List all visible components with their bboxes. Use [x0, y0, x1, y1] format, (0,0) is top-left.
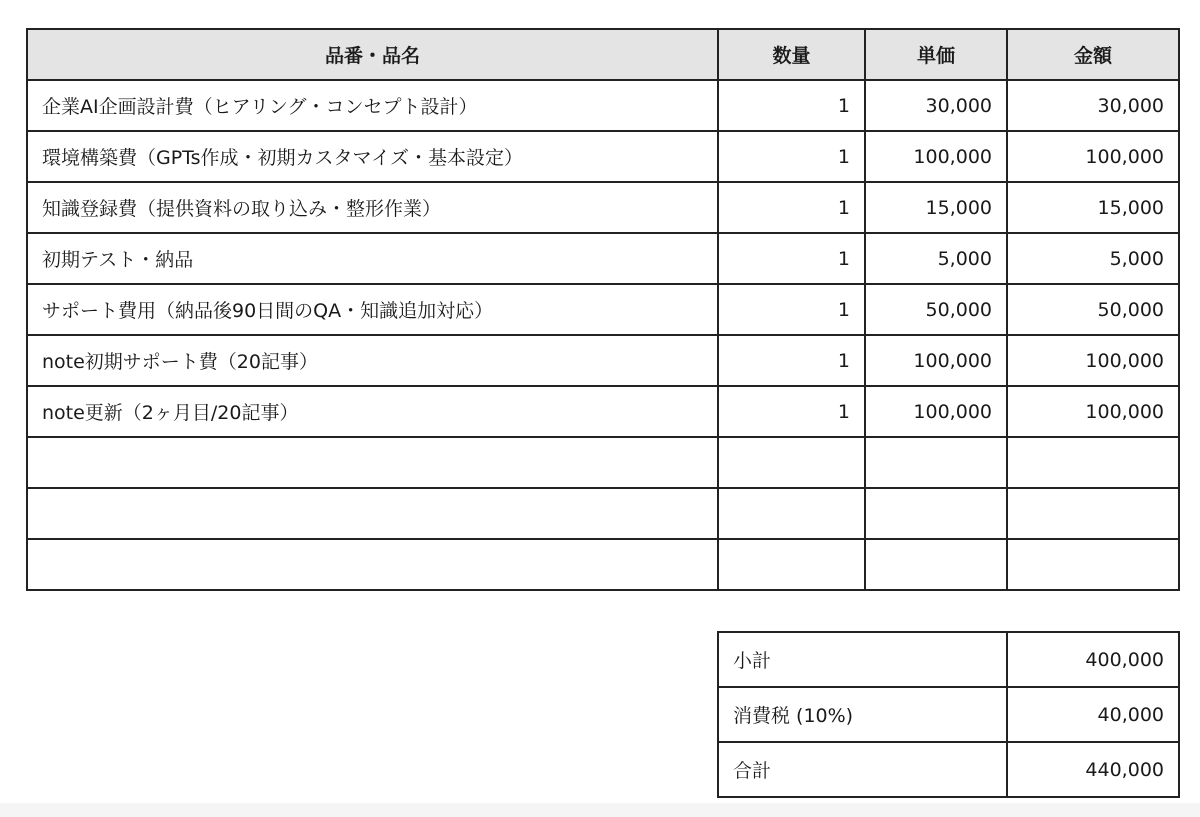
- table-row: [27, 284, 1179, 335]
- amount-cell: 5,000: [1007, 233, 1179, 284]
- table-row: [27, 386, 1179, 437]
- subtotal-label: 小計: [718, 632, 1007, 687]
- table-row: [27, 335, 1179, 386]
- page-bottom-edge: [0, 803, 1200, 817]
- unit-price-cell: [865, 437, 1007, 488]
- subtotal-value: 400,000: [1007, 632, 1179, 687]
- amount-cell: [1007, 488, 1179, 539]
- item-name-cell: 企業AI企画設計費（ヒアリング・コンセプト設計）: [27, 80, 718, 131]
- unit-price-cell: 100,000: [865, 386, 1007, 437]
- unit-price-cell: 100,000: [865, 131, 1007, 182]
- table-row-empty: [27, 539, 1179, 590]
- totals-table: [717, 631, 1180, 798]
- quantity-cell: [718, 488, 865, 539]
- total-row: [718, 742, 1179, 797]
- table-row-empty: [27, 488, 1179, 539]
- table-row: [27, 233, 1179, 284]
- table-row: [27, 80, 1179, 131]
- quantity-cell: 1: [718, 80, 865, 131]
- item-name-cell: [27, 437, 718, 488]
- table-row-empty: [27, 437, 1179, 488]
- unit-price-cell: 5,000: [865, 233, 1007, 284]
- unit-price-cell: 50,000: [865, 284, 1007, 335]
- table-row: [27, 182, 1179, 233]
- quantity-cell: 1: [718, 182, 865, 233]
- unit-price-cell: [865, 539, 1007, 590]
- quantity-cell: [718, 437, 865, 488]
- header-unit-price: 単価: [865, 29, 1007, 80]
- tax-value: 40,000: [1007, 687, 1179, 742]
- amount-cell: [1007, 437, 1179, 488]
- table-row: [27, 131, 1179, 182]
- quantity-cell: 1: [718, 233, 865, 284]
- item-name-cell: サポート費用（納品後90日間のQA・知識追加対応）: [27, 284, 718, 335]
- item-name-cell: note初期サポート費（20記事）: [27, 335, 718, 386]
- unit-price-cell: 15,000: [865, 182, 1007, 233]
- total-value: 440,000: [1007, 742, 1179, 797]
- amount-cell: 30,000: [1007, 80, 1179, 131]
- quantity-cell: 1: [718, 284, 865, 335]
- amount-cell: 15,000: [1007, 182, 1179, 233]
- header-item-name: 品番・品名: [27, 29, 718, 80]
- quantity-cell: 1: [718, 335, 865, 386]
- tax-label: 消費税 (10%): [718, 687, 1007, 742]
- item-name-cell: [27, 488, 718, 539]
- unit-price-cell: 30,000: [865, 80, 1007, 131]
- amount-cell: 100,000: [1007, 386, 1179, 437]
- quantity-cell: 1: [718, 131, 865, 182]
- item-name-cell: [27, 539, 718, 590]
- item-name-cell: note更新（2ヶ月目/20記事）: [27, 386, 718, 437]
- quantity-cell: [718, 539, 865, 590]
- item-name-cell: 初期テスト・納品: [27, 233, 718, 284]
- amount-cell: 100,000: [1007, 131, 1179, 182]
- line-items-table: [26, 28, 1180, 591]
- tax-row: [718, 687, 1179, 742]
- amount-cell: 100,000: [1007, 335, 1179, 386]
- total-label: 合計: [718, 742, 1007, 797]
- quantity-cell: 1: [718, 386, 865, 437]
- unit-price-cell: 100,000: [865, 335, 1007, 386]
- subtotal-row: [718, 632, 1179, 687]
- header-quantity: 数量: [718, 29, 865, 80]
- item-name-cell: 知識登録費（提供資料の取り込み・整形作業）: [27, 182, 718, 233]
- item-name-cell: 環境構築費（GPTs作成・初期カスタマイズ・基本設定）: [27, 131, 718, 182]
- table-header-row: [27, 29, 1179, 80]
- amount-cell: 50,000: [1007, 284, 1179, 335]
- header-amount: 金額: [1007, 29, 1179, 80]
- unit-price-cell: [865, 488, 1007, 539]
- amount-cell: [1007, 539, 1179, 590]
